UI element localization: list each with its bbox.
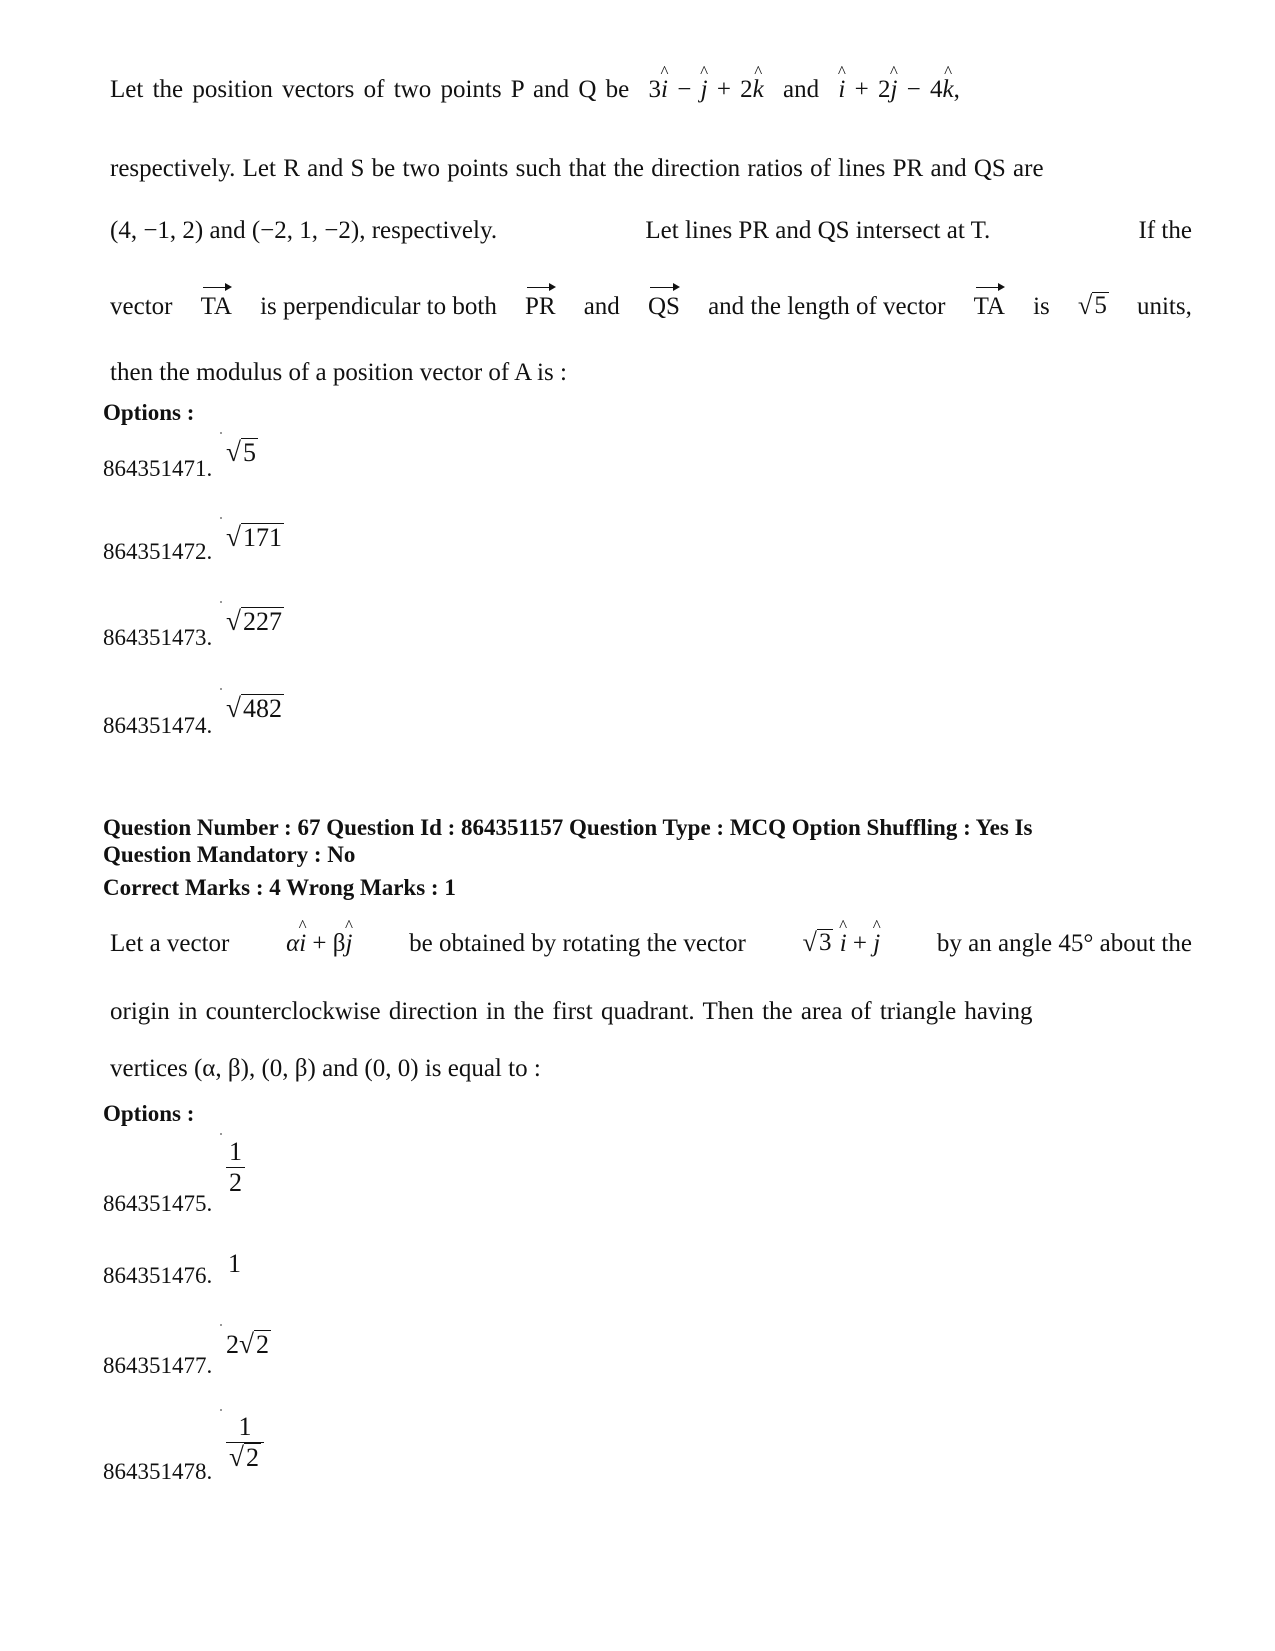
option-id: 864351474. [103, 713, 213, 738]
q66-line3-part-3: If the [1138, 217, 1192, 244]
q67-line-3: vertices (α, β), (0, β) and (0, 0) is equal to : [110, 1055, 541, 1082]
option-value [226, 694, 284, 724]
sqrt-expression [1078, 292, 1109, 319]
option-value: 1 [228, 1249, 241, 1278]
vec-p-coef-1: 3 [648, 76, 662, 103]
vector-p [649, 76, 773, 103]
option-id: 864351478. [103, 1459, 213, 1484]
q66-line4-text-1: vector [110, 293, 173, 320]
unit-j: ^ j [873, 927, 880, 961]
plus-sign: + [312, 930, 327, 957]
vec-q-coef-2: 2 [877, 76, 891, 103]
q66-line3-part-1: (4, −1, 2) and (−2, 1, −2), respectively. [110, 217, 498, 244]
fraction [226, 1412, 264, 1473]
option-value [226, 607, 284, 637]
q67-marks: Correct Marks : 4 Wrong Marks : 1 [103, 875, 456, 900]
unit-i: ^ i [838, 73, 845, 107]
unit-k: ^ k [753, 73, 764, 107]
radical-sign: √ [226, 522, 241, 552]
scan-dot [220, 1324, 222, 1326]
scan-dot [220, 688, 222, 690]
fraction-numerator: 1 [229, 1137, 242, 1166]
option-id: 864351472. [103, 539, 213, 564]
unit-j: ^ j [890, 73, 897, 107]
radical-sign: √ [226, 693, 241, 723]
vec-p-op-2: + [716, 76, 731, 103]
radical-sign: √ [229, 1442, 244, 1472]
fraction-denominator [226, 1442, 264, 1473]
fraction-numerator: 1 [238, 1412, 252, 1441]
vector-pr: PR [525, 290, 556, 324]
beta-symbol: β [332, 930, 346, 957]
scan-dot [220, 517, 222, 519]
option-value [226, 523, 284, 553]
q67-line-1 [110, 927, 1192, 961]
option-value [226, 438, 258, 468]
vector-ta: TA [201, 290, 232, 324]
option-id: 864351475. [103, 1191, 213, 1216]
option-value [226, 1137, 245, 1198]
vec-q-comma: , [953, 76, 960, 103]
coefficient: 2 [226, 1330, 239, 1359]
radical-sign: √ [239, 1329, 254, 1359]
unit-i: ^ i [661, 73, 668, 107]
option-radicand: 171 [242, 523, 282, 552]
vec-p-op-1: − [677, 76, 692, 103]
vec-q-op-1: + [854, 76, 869, 103]
option-radicand: 482 [242, 694, 282, 723]
unit-k: ^ k [943, 73, 954, 107]
vec-q-coef-3: 4 [930, 76, 943, 103]
vector-q [838, 76, 959, 103]
sqrt-radicand: 2 [245, 1443, 259, 1472]
scan-dot [220, 432, 222, 434]
vec-p-coef-3: 2 [740, 76, 753, 103]
fraction [226, 1137, 245, 1198]
q66-options-label: Options : [103, 400, 195, 425]
radical-sign: √ [802, 928, 817, 957]
q67-options-label: Options : [103, 1101, 195, 1126]
unit-j: ^ j [701, 73, 708, 107]
scan-dot [220, 601, 222, 603]
unit-i: ^ i [299, 927, 306, 961]
q66-line-4 [110, 290, 1192, 324]
q66-line4-text-6: units, [1136, 293, 1192, 320]
q66-line4-text-2: is perpendicular to both [260, 293, 497, 320]
q67-line1-text-1: Let a vector [110, 930, 230, 957]
radical-sign: √ [226, 606, 241, 636]
q66-line4-text-3: and [583, 293, 620, 320]
vector-alpha-beta [286, 927, 352, 961]
fraction-denominator: 2 [226, 1167, 245, 1198]
vector-ta: TA [974, 290, 1005, 324]
scan-dot [220, 1409, 222, 1411]
scan-dot [220, 1133, 222, 1135]
radical-sign: √ [226, 437, 241, 467]
vec-q-op-2: − [906, 76, 921, 103]
q66-line-1 [110, 73, 1192, 107]
option-id: 864351471. [103, 456, 213, 481]
option-radicand: 5 [242, 438, 256, 467]
q66-line1-text: Let the position vectors of two points P and Q be [110, 76, 630, 103]
option-value [226, 1412, 264, 1473]
option-value [226, 1330, 271, 1360]
q67-header-line-1: Question Number : 67 Question Id : 864351157 Question Type : MCQ Option Shuffling : Yes Is [103, 815, 1033, 840]
unit-j: ^ j [345, 927, 352, 961]
q67-header-line-2: Question Mandatory : No [103, 842, 356, 867]
q66-line4-text-5: is [1033, 293, 1050, 320]
vector-root3-i-plus-j [803, 927, 881, 961]
q66-line-5: then the modulus of a position vector of A is : [110, 359, 567, 386]
option-id: 864351473. [103, 625, 213, 650]
option-radicand: 227 [242, 607, 282, 636]
sqrt-radicand: 5 [1094, 292, 1107, 319]
alpha-symbol: α [286, 930, 300, 957]
sqrt-radicand: 2 [255, 1330, 269, 1359]
q66-line4-text-4: and the length of vector [708, 293, 946, 320]
q67-line1-text-2: be obtained by rotating the vector [409, 930, 746, 957]
q66-line-2: respectively. Let R and S be two points such that the direction ratios of lines PR and QS are [110, 155, 1044, 182]
q67-line1-text-3: by an angle 45° about the [936, 930, 1192, 957]
option-id: 864351477. [103, 1353, 213, 1378]
vector-qs: QS [648, 290, 680, 324]
q66-line3-part-2: Let lines PR and QS intersect at T. [645, 217, 991, 244]
q66-and: and [783, 76, 820, 103]
q67-line-2: origin in counterclockwise direction in the first quadrant. Then the area of triangle having [110, 998, 1033, 1025]
sqrt-radicand: 3 [818, 929, 832, 956]
option-id: 864351476. [103, 1263, 213, 1288]
plus-sign: + [852, 930, 867, 957]
q66-line-3 [110, 214, 1192, 248]
radical-sign: √ [1077, 291, 1093, 320]
unit-i: ^ i [840, 927, 847, 961]
